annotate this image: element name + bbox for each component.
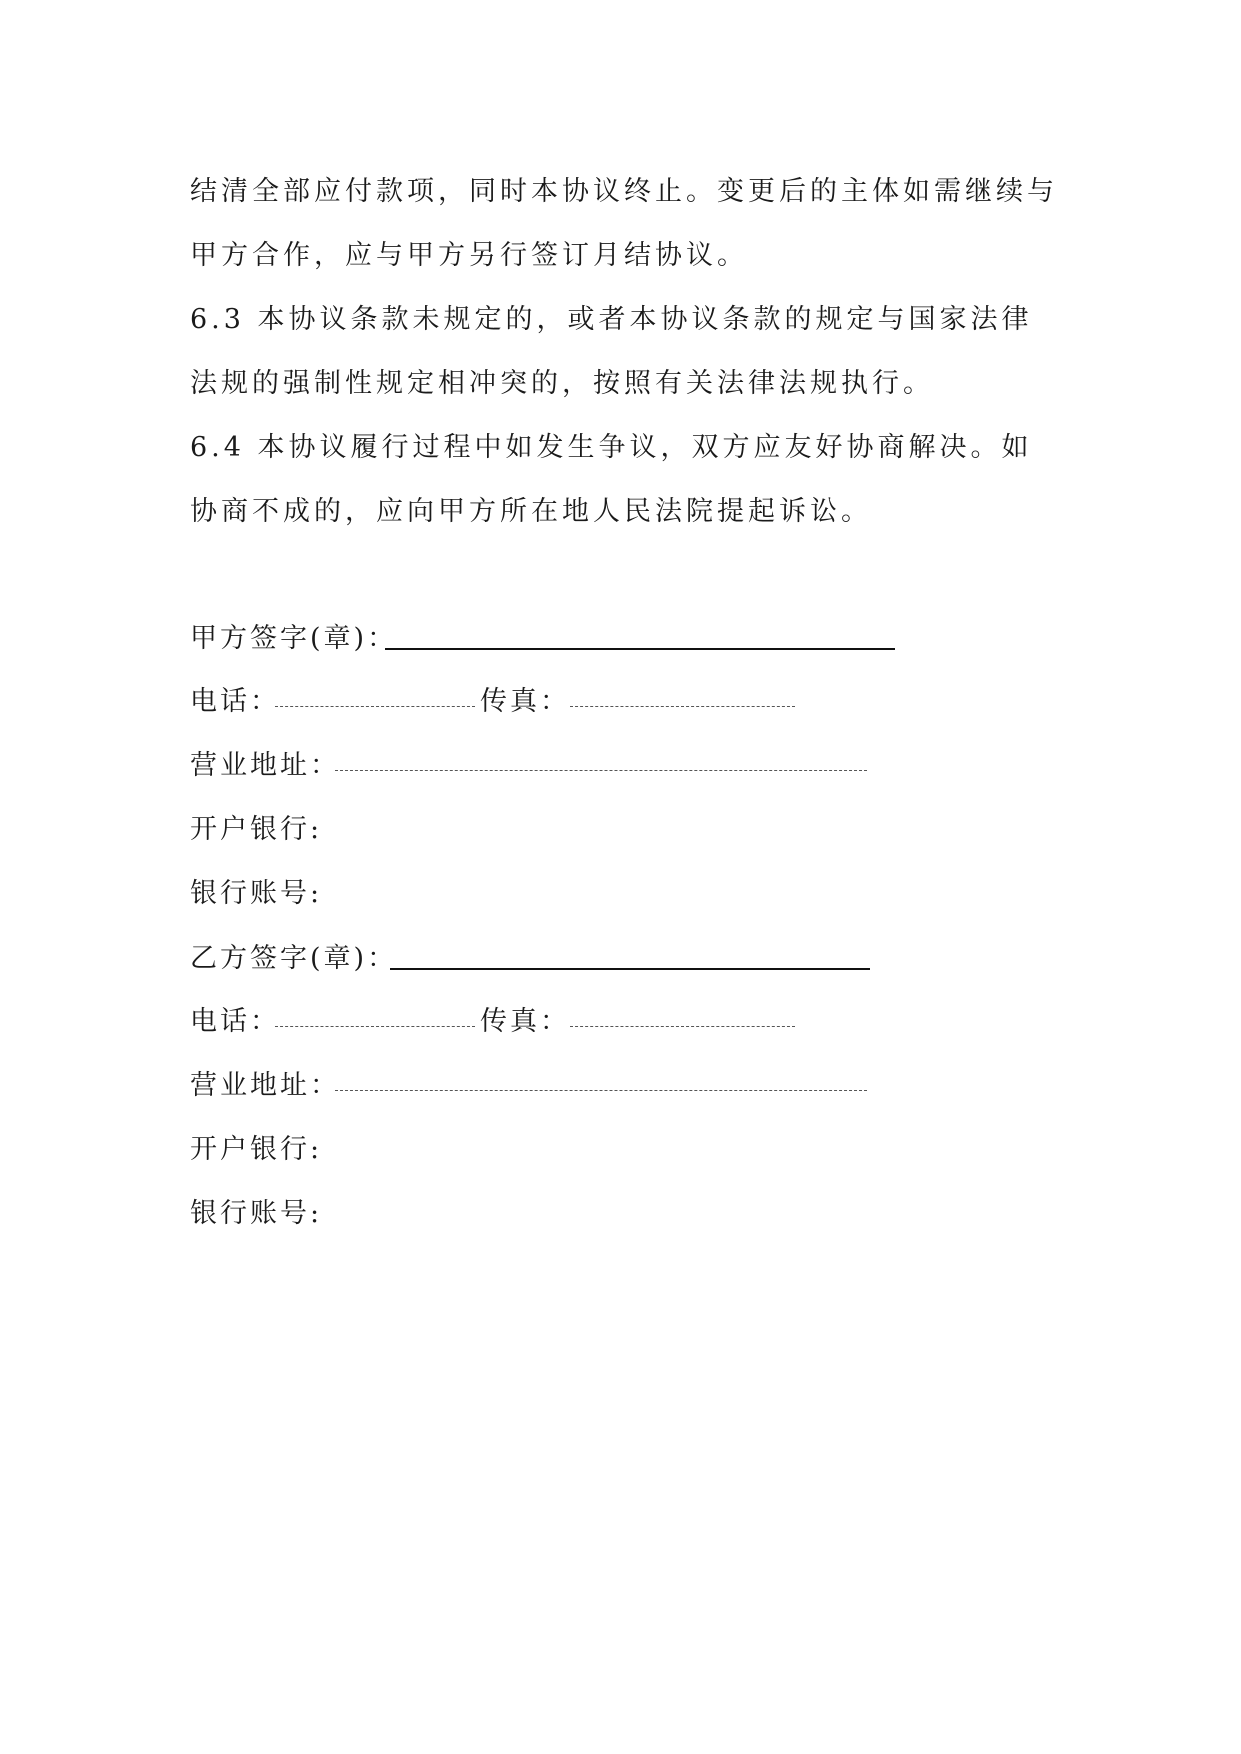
party-a-bank-label: 开户银行: <box>190 814 323 845</box>
party-a-account-label: 银行账号: <box>190 878 323 909</box>
paragraph-continuation: 结清全部应付款项，同时本协议终止。变更后的主体如需继续与甲方合作，应与甲方另行签订月结协议。 <box>190 176 1058 271</box>
party-b-address-row <box>190 1066 1090 1106</box>
paragraph-6-4: 6.4 本协议履行过程中如发生争议，双方应友好协商解决。如协商不成的，应向甲方所在地人民法院提起诉讼。 <box>190 432 1033 527</box>
party-b-address-label: 营业地址： <box>190 1070 340 1101</box>
party-b-phone-fax-row <box>190 1002 1090 1042</box>
agreement-body <box>190 160 1060 544</box>
party-b-signature-line[interactable] <box>390 968 870 970</box>
party-b-phone-field[interactable] <box>275 1026 475 1027</box>
party-b-account-label: 银行账号: <box>190 1198 323 1229</box>
party-a-signature-row <box>190 618 1090 658</box>
party-a-address-field[interactable] <box>335 770 867 771</box>
party-a-signature-line[interactable] <box>385 648 895 650</box>
party-b-account-row <box>190 1194 1090 1234</box>
party-b-signature-row <box>190 938 1090 978</box>
party-b-fax-label: 传真： <box>480 1006 570 1037</box>
party-a-phone-fax-row <box>190 682 1090 722</box>
party-a-phone-label: 电话： <box>190 686 280 717</box>
party-b-fax-field[interactable] <box>570 1026 795 1027</box>
paragraph-6-3: 6.3 本协议条款未规定的，或者本协议条款的规定与国家法律法规的强制性规定相冲突的，按照有关法律法规执行。 <box>190 304 1033 399</box>
party-b-address-field[interactable] <box>335 1090 867 1091</box>
party-a-phone-field[interactable] <box>275 706 475 707</box>
party-a-address-label: 营业地址： <box>190 750 340 781</box>
party-a-fax-label: 传真： <box>480 686 570 717</box>
party-b-bank-row <box>190 1130 1090 1170</box>
party-b-signature-label: 乙方签字(章)： <box>190 942 398 974</box>
party-b-bank-label: 开户银行: <box>190 1134 323 1165</box>
party-a-signature-label: 甲方签字(章)： <box>190 622 398 654</box>
party-a-fax-field[interactable] <box>570 706 795 707</box>
party-a-account-row <box>190 874 1090 914</box>
party-b-phone-label: 电话： <box>190 1006 280 1037</box>
party-a-bank-row <box>190 810 1090 850</box>
party-a-address-row <box>190 746 1090 786</box>
